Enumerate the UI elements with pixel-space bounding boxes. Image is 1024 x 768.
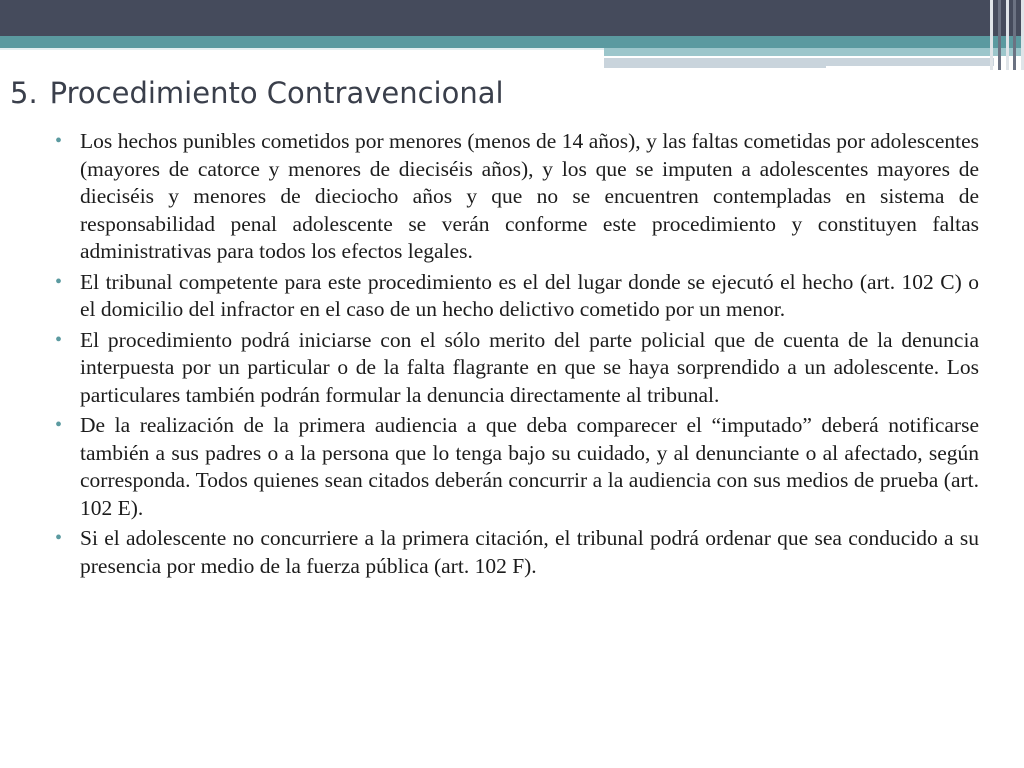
- bullet-list: [50, 128, 979, 583]
- stripe: [990, 0, 993, 70]
- bullet-item: [50, 525, 979, 580]
- bullet-item: [50, 269, 979, 324]
- bullet-icon: •: [55, 270, 63, 293]
- slide-title-number: 5.: [10, 76, 38, 110]
- slide-title-text: Procedimiento Contravencional: [49, 76, 504, 110]
- slide-title: [10, 76, 504, 110]
- bullet-text: El procedimiento podrá iniciarse con el sólo merito del parte policial que de cuenta de la denuncia interpuesta por un particular o de la falta flagrante en que se haya sorprendido a un adolescente. Los particulares también podrán formular la denuncia directamente al tribunal.: [80, 327, 979, 407]
- bullet-icon: •: [55, 328, 63, 351]
- header-band-teal-light: [604, 48, 1024, 56]
- header-stripes-decoration: [990, 0, 1024, 70]
- header-divider-line: [0, 48, 604, 50]
- bullet-item: [50, 128, 979, 266]
- stripe: [1006, 0, 1009, 70]
- bullet-text: De la realización de la primera audiencia a que deba comparecer el “imputado” deberá notificarse también a sus padres o a la persona que lo tenga bajo su cuidado, y al denunciante o al afectado, según corresponda. Todos quienes sean citados deberán concurrir a la audiencia con sus medios de prueba (art. 102 E).: [80, 413, 979, 520]
- bullet-text: El tribunal competente para este procedimiento es el del lugar donde se ejecutó el hecho (art. 102 C) o el domicilio del infractor en el caso de un hecho delictivo cometido por un menor.: [80, 269, 979, 321]
- bullet-text: Los hechos punibles cometidos por menores (menos de 14 años), y las faltas cometidas por adolescentes (mayores de catorce y menores de dieciséis años), y los que se imputen a adolescentes mayores de dieciséis y menores de dieciocho años y que no se encuentren contempladas en sistema de responsabilidad penal adolescente se verán conforme este procedimiento y constituyen faltas administrativas para todos los efectos legales.: [80, 129, 979, 263]
- header-band-teal: [0, 36, 1024, 48]
- bullet-icon: •: [55, 130, 63, 152]
- header-band-dark: [0, 0, 1024, 36]
- stripe: [998, 0, 1001, 70]
- header-divider-line-3: [826, 66, 994, 68]
- bullet-text: Si el adolescente no concurriere a la primera citación, el tribunal podrá ordenar que sea conducido a su presencia por medio de la fuerza pública (art. 102 F).: [80, 526, 979, 578]
- bullet-item: [50, 327, 979, 410]
- bullet-icon: •: [55, 527, 63, 549]
- bullet-item: [50, 412, 979, 522]
- bullet-icon: •: [55, 414, 63, 436]
- stripe: [1013, 0, 1016, 70]
